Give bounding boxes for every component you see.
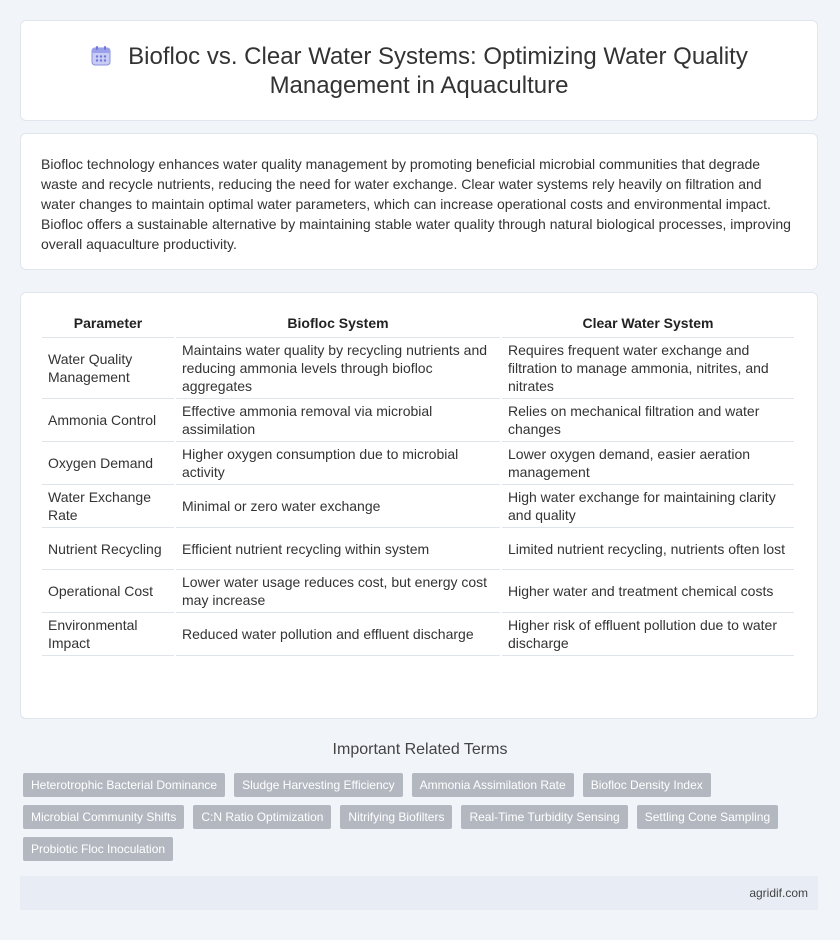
- related-term-tag[interactable]: Real-Time Turbidity Sensing: [461, 805, 627, 829]
- related-term-tag[interactable]: Heterotrophic Bacterial Dominance: [23, 773, 225, 797]
- column-header-biofloc: Biofloc System: [176, 309, 500, 338]
- page-title: Biofloc vs. Clear Water Systems: Optimizing Water Quality Management in Aquaculture: [128, 42, 748, 99]
- title-card: [20, 20, 818, 121]
- biofloc-cell: Reduced water pollution and effluent discharge: [176, 613, 500, 656]
- parameter-cell: Oxygen Demand: [42, 442, 174, 485]
- related-term-tag[interactable]: Settling Cone Sampling: [637, 805, 778, 829]
- table-row: [42, 613, 794, 656]
- parameter-cell: Water Quality Management: [42, 338, 174, 399]
- clear-water-cell: High water exchange for maintaining clarity and quality: [502, 485, 794, 528]
- clear-water-cell: Lower oxygen demand, easier aeration management: [502, 442, 794, 485]
- related-term-tag[interactable]: Biofloc Density Index: [583, 773, 711, 797]
- biofloc-cell: Efficient nutrient recycling within system: [176, 528, 500, 570]
- biofloc-cell: Higher oxygen consumption due to microbial activity: [176, 442, 500, 485]
- biofloc-cell: Minimal or zero water exchange: [176, 485, 500, 528]
- related-term-tag[interactable]: Sludge Harvesting Efficiency: [234, 773, 403, 797]
- biofloc-cell: Maintains water quality by recycling nutrients and reducing ammonia levels through biofloc aggregates: [176, 338, 500, 399]
- clear-water-cell: Requires frequent water exchange and filtration to manage ammonia, nitrites, and nitrates: [502, 338, 794, 399]
- parameter-cell: Environmental Impact: [42, 613, 174, 656]
- table-row: [42, 442, 794, 485]
- related-term-tag[interactable]: Ammonia Assimilation Rate: [412, 773, 574, 797]
- column-header-parameter: Parameter: [42, 309, 174, 338]
- footer-site-link[interactable]: agridif.com: [749, 886, 808, 900]
- table-row: [42, 485, 794, 528]
- calendar-icon: [90, 45, 112, 67]
- table-row: [42, 528, 794, 570]
- footer: [20, 876, 818, 910]
- parameter-cell: Ammonia Control: [42, 399, 174, 442]
- parameter-cell: Operational Cost: [42, 570, 174, 613]
- related-terms-title: Important Related Terms: [332, 741, 508, 758]
- related-term-tag[interactable]: C:N Ratio Optimization: [193, 805, 331, 829]
- comparison-table-card: [20, 292, 818, 719]
- comparison-table: [40, 309, 796, 656]
- table-row: [42, 570, 794, 613]
- clear-water-cell: Higher water and treatment chemical costs: [502, 570, 794, 613]
- related-term-tag[interactable]: Probiotic Floc Inoculation: [23, 837, 173, 861]
- table-header-row: [42, 309, 794, 338]
- biofloc-cell: Lower water usage reduces cost, but energy cost may increase: [176, 570, 500, 613]
- clear-water-cell: Higher risk of effluent pollution due to water discharge: [502, 613, 794, 656]
- intro-text: Biofloc technology enhances water quality management by promoting beneficial microbial communities that degrade waste and recycle nutrients, reducing the need for water exchange. Clear water systems rely heavily on filtration and water changes to maintain optimal water parameters, which can increase operational costs and environmental impact. Biofloc offers a sustainable alternative by maintaining stable water quality through natural biological processes, improving overall aquaculture productivity.: [41, 156, 791, 252]
- intro-card: [20, 133, 818, 270]
- table-row: [42, 338, 794, 399]
- page-title-wrap: [61, 42, 777, 100]
- related-term-tag[interactable]: Nitrifying Biofilters: [340, 805, 452, 829]
- related-term-tag[interactable]: Microbial Community Shifts: [23, 805, 184, 829]
- parameter-cell: Nutrient Recycling: [42, 528, 174, 570]
- biofloc-cell: Effective ammonia removal via microbial assimilation: [176, 399, 500, 442]
- clear-water-cell: Relies on mechanical filtration and water changes: [502, 399, 794, 442]
- related-terms-list: [23, 773, 823, 869]
- parameter-cell: Water Exchange Rate: [42, 485, 174, 528]
- table-row: [42, 399, 794, 442]
- clear-water-cell: Limited nutrient recycling, nutrients often lost: [502, 528, 794, 570]
- column-header-clear-water: Clear Water System: [502, 309, 794, 338]
